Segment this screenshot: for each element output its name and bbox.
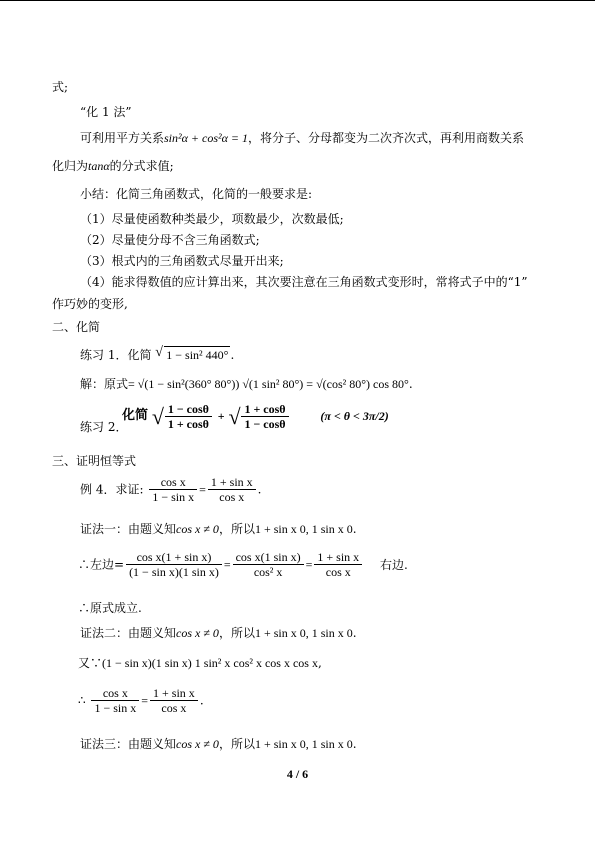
example-4: 例 4．求证: $\frac{\text{cos x}}{\text{1 − sin x}}$ = $\frac{\text{1 + sin x}}{\text{cos x}}$ . xyxy=(80,475,262,504)
conclusion: ∴原式成立. xyxy=(78,601,142,615)
fraction: $\frac{\text{1 + sin x}}{\text{cos x}}$ xyxy=(150,686,198,715)
proof-1-derivation: ∴左边= $\frac{\text{cos x(1 + sin x)}}{\text{(1 − sin x)(1 sin x)}}$ = $\frac{\text{cos x(1 sin x)}}{\text{cos² x}}$ = $\frac{\text{1 + sin x}}{\text{cos x}}$ 右边. xyxy=(78,550,408,579)
exercise-2-formula: 化简 √ $\frac{1 - \cos\theta}{1 + \cos\theta}$ + √ $\frac{1 + \cos\theta}{1 - \cos\theta}$ (π < θ < 3π/2) xyxy=(122,402,389,431)
section-heading: 三、证明恒等式 xyxy=(52,454,137,468)
fraction: $\frac{\text{1 + sin x}}{\text{cos x}}$ xyxy=(208,475,256,504)
proof-3: 证法三：由题义知cos x ≠ 0，所以1 + sin x 0, 1 sin x 0. xyxy=(80,737,357,751)
sqrt-expression: √ 1 − sin² 440° xyxy=(155,345,229,362)
fraction: $\frac{\text{1 + sin x}}{\text{cos x}}$ xyxy=(314,550,362,579)
sqrt-fraction: √ $\frac{1 - \cos\theta}{1 + \cos\theta}$ xyxy=(152,402,214,431)
sqrt-fraction: √ $\frac{1 + \cos\theta}{1 - \cos\theta}$ xyxy=(228,402,290,431)
section-heading: 二、化简 xyxy=(52,320,101,334)
fraction: $\frac{\text{cos x}}{\text{1 − sin x}}$ xyxy=(149,475,197,504)
text-line: 可利用平方关系sin²α + cos²α = 1，将分子、分母都变为二次齐次式，再利用商数关系 xyxy=(80,131,525,145)
fraction: $\frac{\text{cos x(1 sin x)}}{\text{cos² x}}$ xyxy=(233,550,304,579)
summary-heading: 小结：化简三角函数式，化简的一般要求是: xyxy=(80,187,313,201)
text-line: “化 1 法” xyxy=(80,105,132,119)
proof-2-step: 又∵(1 − sin x)(1 sin x) 1 sin² x cos² x cos x cos x, xyxy=(78,656,322,670)
summary-item: （4）能求得数值的应计算出来，其次要注意在三角函数式变形时，常将式子中的“1” xyxy=(80,275,528,289)
proof-2: 证法二：由题义知cos x ≠ 0，所以1 + sin x 0, 1 sin x 0. xyxy=(80,626,357,640)
summary-item: （3）根式内的三角函数式尽量开出来; xyxy=(80,254,284,268)
solution-1: 解：原式= √(1 − sin²(360° 80°)) √(1 sin² 80°) = √(cos² 80°) cos 80°. xyxy=(80,377,413,391)
summary-item: （1）尽量使函数种类最少，项数最少，次数最低; xyxy=(80,212,344,226)
identity-formula: sin²α + cos²α = 1 xyxy=(164,131,249,145)
proof-2-result: ∴ $\frac{\text{cos x}}{\text{1 − sin x}}$ = $\frac{\text{1 + sin x}}{\text{cos x}}$ . xyxy=(78,686,204,715)
exercise-1: 练习 1．化简 √ 1 − sin² 440° . xyxy=(80,345,235,362)
page-number: 4 / 6 xyxy=(286,767,309,781)
text-line: 式; xyxy=(52,80,69,94)
proof-1: 证法一：由题义知cos x ≠ 0，所以1 + sin x 0, 1 sin x 0. xyxy=(80,522,357,536)
fraction: $\frac{\text{cos x}}{\text{1 − sin x}}$ xyxy=(91,686,139,715)
summary-item: 作巧妙的变形, xyxy=(52,297,128,311)
solution-formula: = √(1 − sin²(360° 80°)) √(1 sin² 80°) = √(cos² 80°) cos 80° xyxy=(128,377,409,391)
fraction: $\frac{\text{cos x(1 + sin x)}}{\text{(1 − sin x)(1 sin x)}}$ xyxy=(126,550,222,579)
tan-formula: tanα xyxy=(88,159,110,173)
top-rule xyxy=(0,0,595,1)
text-line: 化归为tanα的分式求值; xyxy=(52,159,174,173)
summary-item: （2）尽量使分母不含三角函数式; xyxy=(80,233,260,247)
exercise-2: 练习 2． xyxy=(80,420,128,434)
